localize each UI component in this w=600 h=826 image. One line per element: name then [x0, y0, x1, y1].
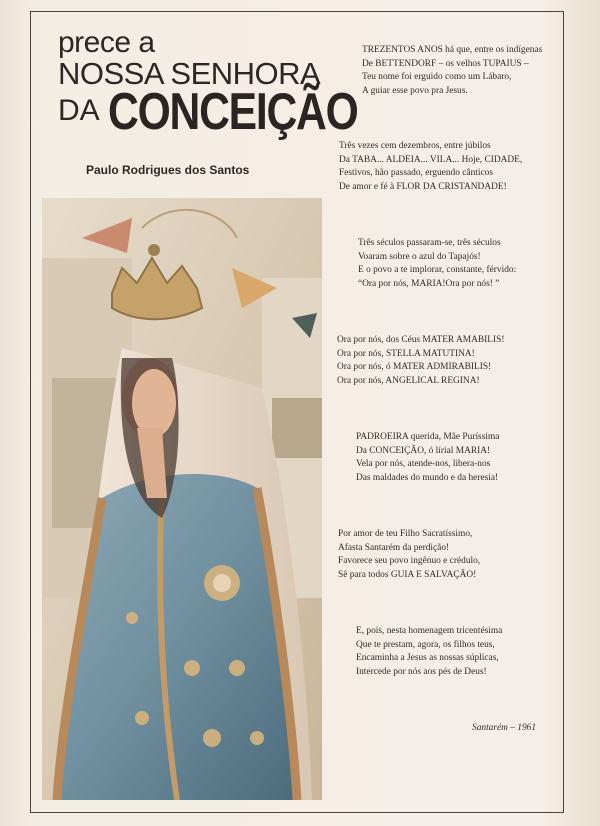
stanza-7: [356, 625, 502, 680]
stanza-line: Vela por nós, atende-nos, libera-nos: [356, 459, 491, 470]
stanza-line: Três séculos passaram-se, três séculos: [358, 238, 501, 248]
title-line-3-prefix: DA: [58, 94, 100, 127]
stanza-line: Das maldades do mundo e da heresia!: [356, 473, 499, 484]
stanza-line: E o povo a te implorar, constante, férvido:: [358, 265, 517, 276]
stanza-line: Favorece seu povo ingênuo e crédulo,: [338, 556, 481, 567]
signature-place-date: Santarém – 1961: [472, 723, 537, 733]
stanza-line: Três vezes cem dezembros, entre júbilos: [339, 141, 491, 151]
stanza-line: PADROEIRA querida, Mãe Puríssima: [356, 432, 500, 442]
stanza-3: [358, 237, 516, 292]
stanza-line: Que te prestam, agora, os filhos teus,: [356, 639, 495, 650]
stanza-line: “Ora por nós, MARIA!Ora por nós! ”: [358, 279, 500, 290]
stanza-line: Por amor de teu Filho Sacratíssimo,: [338, 529, 473, 539]
stanza-line: Intercede por nós aos pés de Deus!: [356, 667, 487, 678]
virgin-mary-statue-photo: [42, 198, 322, 800]
stanza-1: [362, 44, 542, 99]
stanza-line: Voaram sobre o azul do Tapajós!: [358, 251, 481, 262]
stanza-line: Ora por nós, dos Céus MATER AMABILIS!: [337, 335, 505, 345]
stanza-4: [337, 334, 504, 389]
stanza-6: [338, 528, 480, 583]
stanza-line: Encaminha a Jesus as nossas súplicas,: [356, 653, 499, 664]
title-line-2: NOSSA SENHORA: [58, 56, 321, 91]
stanza-line: E, pois, nesta homenagem tricentésima: [356, 626, 503, 636]
stanza-line: Da TABA... ALDEIA... VILA... Hoje, CIDADE,: [339, 154, 523, 165]
title-line-3-main: CONCEIÇÃO: [108, 83, 358, 141]
stanza-line: Ora por nós, STELLA MATUTINA!: [337, 348, 475, 359]
title-line-1: prece a: [58, 26, 155, 59]
stanza-line: De amor e fé à FLOR DA CRISTANDADE!: [339, 182, 507, 193]
stanza-5: [356, 431, 499, 486]
author-name: Paulo Rodrigues dos Santos: [86, 163, 250, 177]
stanza-line: Teu nome foi erguido como um Lábaro,: [362, 72, 512, 83]
stanza-line: TREZENTOS ANOS há que, entre os indígenas: [362, 45, 543, 55]
stanza-line: De BETTENDORF – os velhos TUPAIUS –: [362, 58, 529, 69]
stanza-line: Festivos, hão passado, erguendo cânticos: [339, 168, 493, 179]
stanza-2: [339, 140, 522, 195]
stanza-line: Sê para todos GUIA E SALVAÇÃO!: [338, 570, 477, 581]
stanza-line: Afasta Santarém da perdição!: [338, 542, 450, 553]
stanza-line: Ora por nós, ó MATER ADMIRABILIS!: [337, 362, 492, 373]
stanza-line: A guiar esse povo pra Jesus.: [362, 86, 468, 97]
stanza-line: Da CONCEIÇÃO, ó lírial MARIA!: [356, 445, 491, 456]
stanza-line: Ora por nós, ANGELICAL REGINA!: [337, 376, 480, 387]
